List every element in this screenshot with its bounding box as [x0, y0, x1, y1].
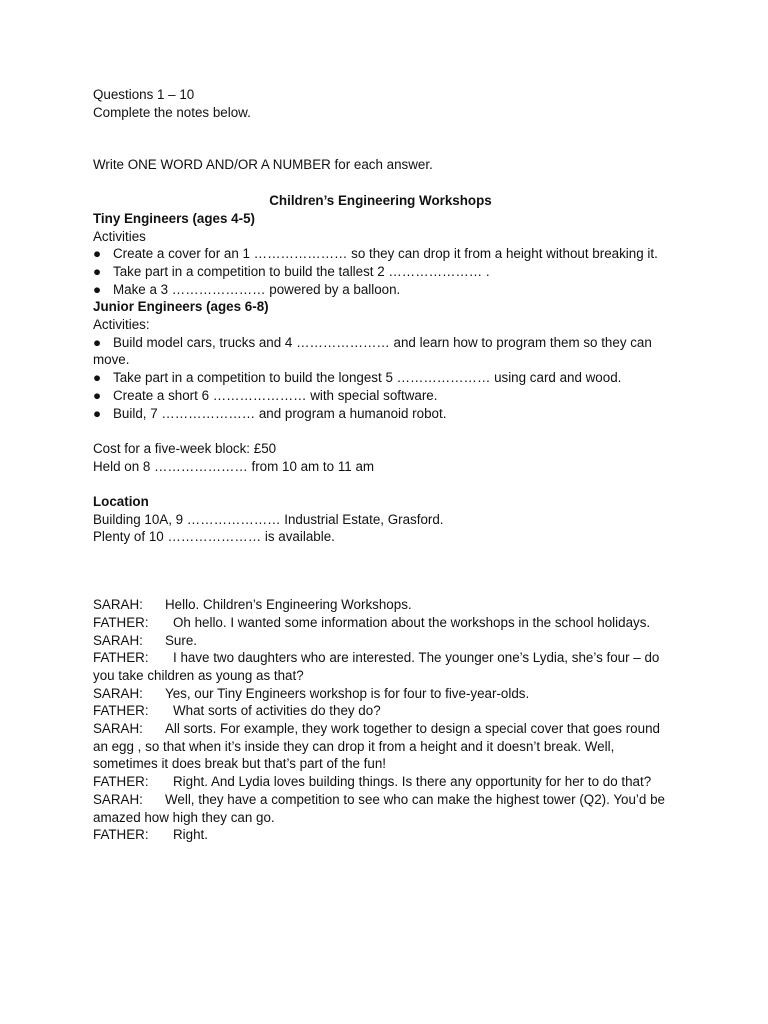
held-line: Held on 8 ………………… from 10 am to 11 am [93, 458, 375, 474]
dialogue-line [93, 649, 668, 684]
junior-engineers-heading: Junior Engineers (ages 6-8) [93, 299, 269, 315]
list-item [93, 369, 668, 387]
dialogue-line [93, 632, 668, 650]
note-text: Build model cars, trucks and 4 ………………… and learn how to program them so they can move. [93, 334, 652, 368]
dialogue-line [93, 773, 668, 791]
junior-activities-label: Activities: [93, 317, 150, 333]
note-text: Take part in a competition to build the longest 5 ………………… using card and wood. [113, 370, 622, 386]
bullet-icon: ● [93, 405, 102, 421]
location-line-1: Building 10A, 9 ………………… Industrial Estate, Grasford. [93, 511, 444, 527]
dialogue-text: I have two daughters who are interested. The younger one’s Lydia, she’s four – do you take children as young as that? [93, 650, 660, 683]
bullet-icon: ● [93, 246, 102, 262]
dialogue-text: Well, they have a competition to see who can make the highest tower (Q2). You’d be amazed how high they can go. [93, 791, 665, 825]
speaker-label: FATHER: [93, 774, 149, 790]
bullet-icon: ● [93, 370, 102, 386]
dialogue-line [93, 826, 668, 844]
speaker-label: SARAH: [93, 597, 143, 613]
speaker-label: SARAH: [93, 632, 143, 648]
speaker-label: SARAH: [93, 685, 143, 701]
dialogue-line [93, 702, 668, 720]
dialogue-text: Oh hello. I wanted some information about the workshops in the school holidays. [173, 614, 651, 630]
bullet-icon: ● [93, 263, 102, 279]
dialogue-line [93, 685, 668, 703]
tiny-engineers-heading: Tiny Engineers (ages 4-5) [93, 210, 255, 226]
speaker-label: FATHER: [93, 827, 149, 843]
note-text: Make a 3 ………………… powered by a balloon. [113, 281, 401, 297]
note-text: Take part in a competition to build the tallest 2 ………………… . [113, 263, 490, 279]
dialogue-text: All sorts. For example, they work together to design a special cover that goes round an egg , so that when it’s inside they can drop it from a height and it doesn’t break. Well, sometimes it does break but that’s part of the fun! [93, 721, 660, 772]
tiny-activities-label: Activities [93, 228, 146, 244]
dialogue-text: Right. [173, 827, 208, 843]
list-item [93, 387, 668, 405]
bullet-icon: ● [93, 281, 102, 297]
speaker-label: FATHER: [93, 614, 149, 630]
list-item [93, 245, 668, 263]
bullet-icon: ● [93, 387, 102, 403]
dialogue-line [93, 596, 668, 614]
dialogue-line [93, 614, 668, 632]
document-page [93, 86, 668, 844]
speaker-label: FATHER: [93, 650, 149, 666]
dialogue-text: Yes, our Tiny Engineers workshop is for four to five-year-olds. [165, 685, 530, 701]
dialogue-line [93, 791, 668, 826]
dialogue-text: Right. And Lydia loves building things. Is there any opportunity for her to do that? [173, 774, 652, 790]
transcript [93, 596, 668, 844]
dialogue-text: What sorts of activities do they do? [173, 703, 381, 719]
location-heading: Location [93, 494, 149, 510]
location-line-2: Plenty of 10 ………………… is available. [93, 529, 335, 545]
list-item [93, 281, 668, 299]
dialogue-line [93, 720, 668, 773]
list-item [93, 405, 668, 423]
dialogue-text: Hello. Children’s Engineering Workshops. [165, 597, 412, 613]
cost-line: Cost for a five-week block: £50 [93, 440, 277, 456]
questions-range: Questions 1 – 10 [93, 87, 195, 102]
dialogue-text: Sure. [165, 632, 198, 648]
notes-title: Children’s Engineering Workshops [269, 193, 492, 209]
note-text: Build, 7 ………………… and program a humanoid robot. [113, 405, 447, 421]
list-item [93, 334, 668, 369]
note-text: Create a cover for an 1 ………………… so they can drop it from a height without breaking it. [113, 246, 658, 262]
list-item [93, 263, 668, 281]
speaker-label: SARAH: [93, 791, 143, 807]
note-text: Create a short 6 ………………… with special software. [113, 387, 438, 403]
answer-rule: Write ONE WORD AND/OR A NUMBER for each answer. [93, 157, 433, 173]
speaker-label: FATHER: [93, 703, 149, 719]
speaker-label: SARAH: [93, 721, 143, 737]
bullet-icon: ● [93, 334, 102, 350]
instruction-text: Complete the notes below. [93, 104, 251, 120]
